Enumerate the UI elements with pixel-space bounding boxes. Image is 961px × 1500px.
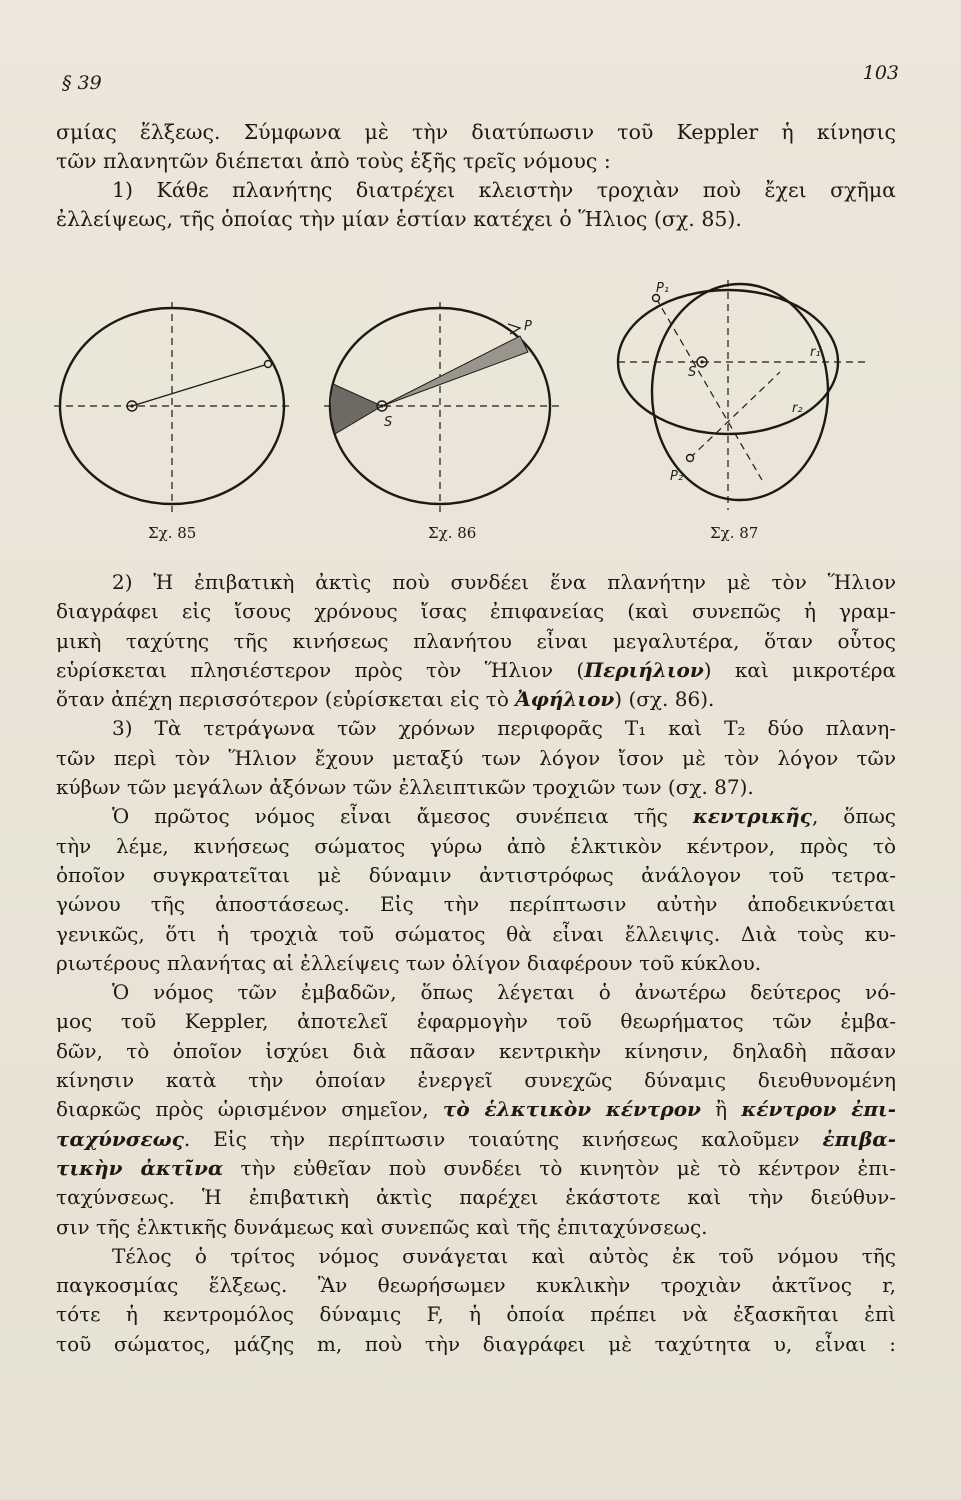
figure-85 bbox=[40, 272, 300, 542]
text-span: ὅταν ἀπέχη περισσότερον (εὑρίσκεται εἰς τὸ bbox=[56, 687, 516, 712]
figure-86 bbox=[310, 272, 570, 542]
ellipse-orbit-diagram bbox=[40, 272, 300, 522]
text-line: τῶν πλανητῶν διέπεται ἀπὸ τοὺς ἑξῆς τρεῖς νόμους : bbox=[56, 149, 611, 173]
paragraph-2-line: Ὁ νόμος τῶν ἐμβαδῶν, ὅπως λέγεται ὁ ἀνωτέρω δεύτερος νό- bbox=[112, 980, 896, 1005]
sun-label: S bbox=[688, 365, 697, 380]
text-line: σμίας ἕλξεως. Σύμφωνα μὲ τὴν διατύπωσιν τοῦ Keppler ἡ κίνησις bbox=[56, 120, 896, 144]
paragraph-1-line: γενικῶς, ὅτι ἡ τροχιὰ τοῦ σώματος θὰ εἶναι ἔλλειψις. Διὰ τοὺς κυ- bbox=[56, 921, 896, 946]
main-text bbox=[56, 568, 896, 1359]
text-span: ) (σχ. 86). bbox=[614, 687, 715, 712]
paragraph-3-line: παγκοσμίας ἕλξεως. Ἂν θεωρήσωμεν κυκλικὴν τροχιὰν ἀκτῖνος r, bbox=[56, 1273, 896, 1298]
paragraph-2-line: σιν τῆς ἑλκτικῆς δυνάμεως καὶ συνεπῶς καὶ τῆς ἐπιταχύνσεως. bbox=[56, 1214, 708, 1239]
paragraph-1-line: ὁποῖον συγκρατεῖται μὲ δύναμιν ἀντιστρόφως ἀνάλογον τοῦ τετρα- bbox=[56, 862, 896, 887]
text-span: ) καὶ μικροτέρα bbox=[703, 657, 896, 682]
r2-label: r₂ bbox=[792, 401, 803, 416]
section-number: § 39 bbox=[62, 72, 102, 94]
text-span: . Εἰς τὴν περίπτωσιν τοιαύτης κινήσεως καλοῦμεν bbox=[183, 1126, 823, 1151]
paragraph-2-line bbox=[56, 1095, 896, 1124]
point-label: P bbox=[524, 319, 532, 334]
figures-row bbox=[40, 272, 900, 562]
figure-caption: Σχ. 87 bbox=[710, 524, 759, 542]
p1-label: P₁ bbox=[656, 281, 670, 296]
law-3-line: τῶν περὶ τὸν Ἥλιον ἔχουν μεταξύ των λόγον ἴσον μὲ τὸν λόγον τῶν bbox=[56, 745, 896, 770]
law-2-line bbox=[56, 656, 896, 685]
radius-vector-term: τικὴν ἀκτῖνα bbox=[56, 1155, 224, 1180]
paragraph-1-line: γώνου τῆς ἀποστάσεως. Εἰς τὴν περίπτωσιν αὐτὴν ἀποδεικνύεται bbox=[56, 892, 896, 917]
figure-caption: Σχ. 85 bbox=[148, 524, 197, 542]
law-2-line: 2) Ἡ ἐπιβατικὴ ἀκτὶς ποὺ συνδέει ἕνα πλανήτην μὲ τὸν Ἥλιον bbox=[112, 570, 896, 594]
law-1-line: ἐλλείψεως, τῆς ὁποίας τὴν μίαν ἑστίαν κατέχει ὁ Ἥλιος (σχ. 85). bbox=[56, 207, 742, 231]
text-span: διαρκῶς πρὸς ὡρισμένον σημεῖον, bbox=[56, 1097, 443, 1122]
paragraph-1-line: τὴν λέμε, κινήσεως σώματος γύρω ἀπὸ ἑλκτικὸν κέντρον, πρὸς τὸ bbox=[56, 833, 896, 858]
law-2-line: μικὴ ταχύτης τῆς κινήσεως πλανήτου εἶναι μεγαλυτέρα, ὅταν οὗτος bbox=[56, 628, 896, 653]
text-span: εὑρίσκεται πλησιέστερον πρὸς τὸν Ἥλιον ( bbox=[56, 657, 585, 682]
paragraph-2-line: ταχύνσεως. Ἡ ἐπιβατικὴ ἀκτὶς παρέχει ἑκάστοτε καὶ τὴν διεύθυν- bbox=[56, 1185, 896, 1210]
paragraph-2-line bbox=[56, 1125, 896, 1154]
paragraph-1-line: ριωτέρους πλανήτας αἱ ἐλλείψεις των ὀλίγον διαφέρουν τοῦ κύκλου. bbox=[56, 950, 762, 975]
law-2-line bbox=[56, 685, 896, 714]
figure-caption: Σχ. 86 bbox=[428, 524, 477, 542]
figure-87 bbox=[600, 272, 890, 542]
acceleration-center-term: κέντρον ἐπι- bbox=[741, 1097, 896, 1122]
paragraph-3-line: τότε ἡ κεντρομόλος δύναμις F, ἡ ὁποία πρέπει νὰ ἐξασκῆται ἐπὶ bbox=[56, 1302, 896, 1327]
law-3-line: 3) Τὰ τετράγωνα τῶν χρόνων περιφορᾶς T₁ καὶ T₂ δύο πλανη- bbox=[112, 716, 896, 741]
paragraph-2-line: κίνησιν κατὰ τὴν ὁποίαν ἐνεργεῖ συνεχῶς δύναμις διευθυνομένη bbox=[56, 1068, 896, 1093]
law-3-line: κύβων τῶν μεγάλων ἀξόνων τῶν ἐλλειπτικῶν τροχιῶν των (σχ. 87). bbox=[56, 775, 754, 800]
planet-2-point bbox=[687, 455, 694, 462]
page-number: 103 bbox=[862, 62, 899, 84]
text-span: , ὅπως bbox=[811, 804, 897, 829]
paragraph-1-line bbox=[56, 802, 896, 831]
perihelion-term: Περιήλιον bbox=[584, 657, 704, 682]
paragraph-3-line: τοῦ σώματος, μάζης m, ποὺ τὴν διαγράφει μὲ ταχύτητα υ, εἶναι : bbox=[56, 1331, 896, 1356]
text-span: ἢ bbox=[700, 1097, 742, 1122]
text-span: Ὁ πρῶτος νόμος εἶναι ἄμεσος συνέπεια τῆς bbox=[112, 804, 693, 829]
attractive-center-term: τὸ ἑλκτικὸν κέντρον bbox=[442, 1097, 701, 1122]
acceleration-center-term: ταχύνσεως bbox=[56, 1126, 184, 1151]
p2-label: P₂ bbox=[670, 469, 684, 484]
law-1-line: 1) Κάθε πλανήτης διατρέχει κλειστὴν τροχιὰν ποὺ ἔχει σχῆμα bbox=[112, 178, 896, 202]
sun-label: S bbox=[384, 415, 393, 430]
r1-label: r₁ bbox=[810, 345, 821, 360]
law-2-line: διαγράφει εἰς ἴσους χρόνους ἴσας ἐπιφανείας (καὶ συνεπῶς ἡ γραμ- bbox=[56, 599, 896, 624]
page-header bbox=[56, 62, 899, 92]
paragraph-2-line bbox=[56, 1154, 896, 1183]
central-motion-term: κεντρικῆς bbox=[692, 804, 812, 829]
aphelion-term: Ἀφήλιον bbox=[515, 687, 615, 712]
equal-areas-diagram bbox=[310, 272, 570, 522]
two-orbits-diagram bbox=[600, 272, 890, 522]
text-span: τὴν εὐθεῖαν ποὺ συνδέει τὸ κινητὸν μὲ τὸ κέντρον ἐπι- bbox=[223, 1155, 896, 1180]
intro-text bbox=[56, 118, 896, 234]
radius-vector-term: ἐπιβα- bbox=[822, 1126, 896, 1151]
planet-point bbox=[265, 361, 272, 368]
paragraph-3-line: Τέλος ὁ τρίτος νόμος συνάγεται καὶ αὐτὸς ἐκ τοῦ νόμου τῆς bbox=[112, 1243, 896, 1268]
paragraph-2-line: μος τοῦ Keppler, ἀποτελεῖ ἐφαρμογὴν τοῦ θεωρήματος τῶν ἐμβα- bbox=[56, 1009, 896, 1034]
paragraph-2-line: δῶν, τὸ ὁποῖον ἰσχύει διὰ πᾶσαν κεντρικὴν κίνησιν, δηλαδὴ πᾶσαν bbox=[56, 1038, 896, 1063]
